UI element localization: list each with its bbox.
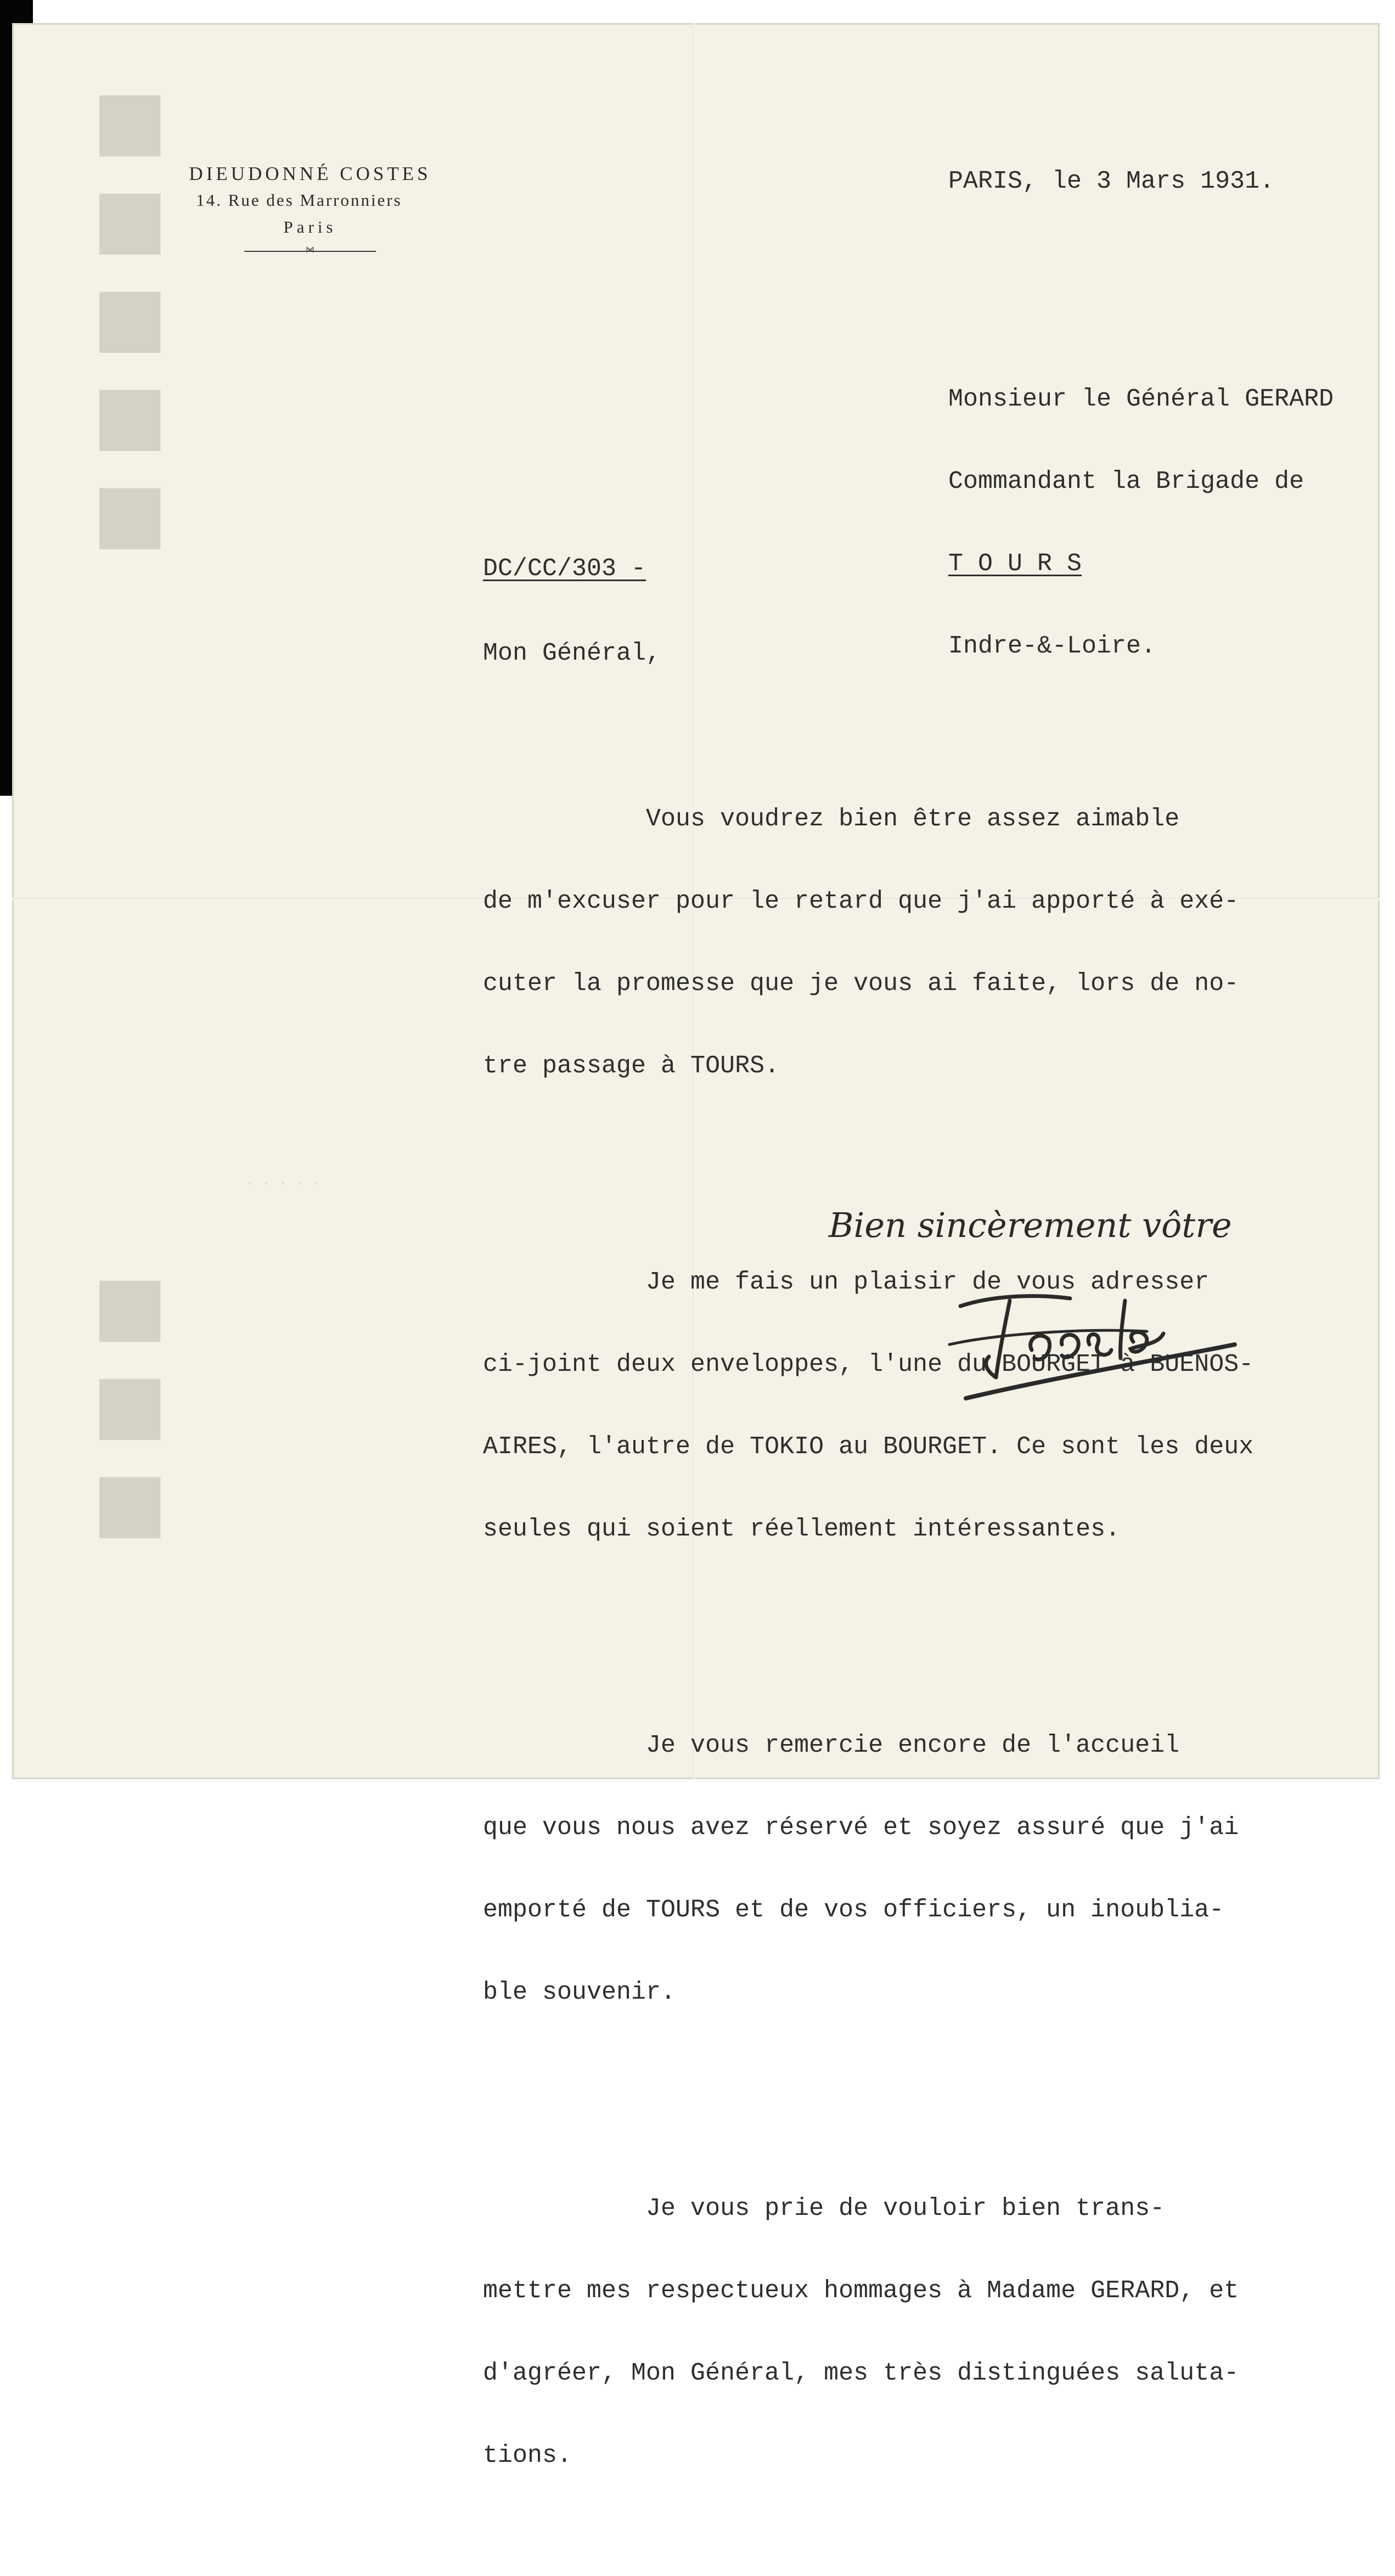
body-line: ci-joint deux enveloppes, l'une du BOURGET à BUENOS- — [483, 1351, 1254, 1379]
body-line: de m'excuser pour le retard que j'ai apporté à exé- — [483, 887, 1239, 915]
show-through-watermark-top: ■■■■■ — [65, 88, 206, 579]
rule-ornament-icon: ⋈ — [306, 245, 314, 255]
body-line: tre passage à TOURS. — [483, 1052, 780, 1080]
body-line: Je vous remercie encore de l'accueil — [483, 1731, 1180, 1759]
body-line: AIRES, l'autre de TOKIO au BOURGET. Ce sont les deux — [483, 1433, 1254, 1461]
recipient-line: Monsieur le Général GERARD — [948, 385, 1334, 413]
body-line: mettre mes respectueux hommages à Madame GERARD, et — [483, 2277, 1239, 2305]
recipient-city: T O U R S — [948, 550, 1082, 578]
body-line: que vous nous avez réservé et soyez assuré que j'ai — [483, 1814, 1239, 1842]
letterhead — [132, 162, 488, 256]
body-line: seules qui soient réellement intéressantes. — [483, 1515, 1121, 1543]
letterhead-name: DIEUDONNÉ COSTES — [189, 163, 431, 184]
handwritten-signature — [944, 1262, 1251, 1416]
reference-number: DC/CC/303 - — [483, 555, 646, 583]
body-line: Je vous prie de vouloir bien trans- — [483, 2195, 1165, 2223]
show-through-watermark-bottom: ■■■ — [65, 1273, 206, 1568]
paragraph — [483, 1677, 1253, 2061]
letterhead-rule — [244, 245, 376, 256]
letter-body — [483, 696, 1253, 2576]
paragraph — [483, 751, 1253, 1135]
paragraph — [483, 2140, 1253, 2524]
handwritten-closing: Bien sincèrement vôtre — [829, 1205, 1232, 1245]
salutation: Mon Général, — [483, 639, 661, 667]
body-line: tions. — [483, 2442, 572, 2470]
recipient-address — [948, 331, 1334, 688]
body-line: Je me fais un plaisir de vous adresser — [483, 1268, 1210, 1296]
date-line: PARIS, le 3 Mars 1931. — [948, 167, 1275, 195]
body-line: d'agréer, Mon Général, mes très distinguées saluta- — [483, 2359, 1239, 2387]
body-line: Vous voudrez bien être assez aimable — [483, 805, 1180, 833]
recipient-line: Indre-&-Loire. — [948, 632, 1156, 660]
body-line: ble souvenir. — [483, 1978, 676, 2006]
faint-stamp-mark: · · · · · — [247, 1173, 323, 1191]
letterhead-city: Paris — [283, 217, 337, 237]
body-line: emporté de TOURS et de vos officiers, un inoublia- — [483, 1896, 1224, 1924]
letterhead-street: 14. Rue des Marronniers — [196, 190, 402, 210]
body-line: cuter la promesse que je vous ai faite, lors de no- — [483, 970, 1239, 998]
recipient-line: Commandant la Brigade de — [948, 468, 1304, 496]
